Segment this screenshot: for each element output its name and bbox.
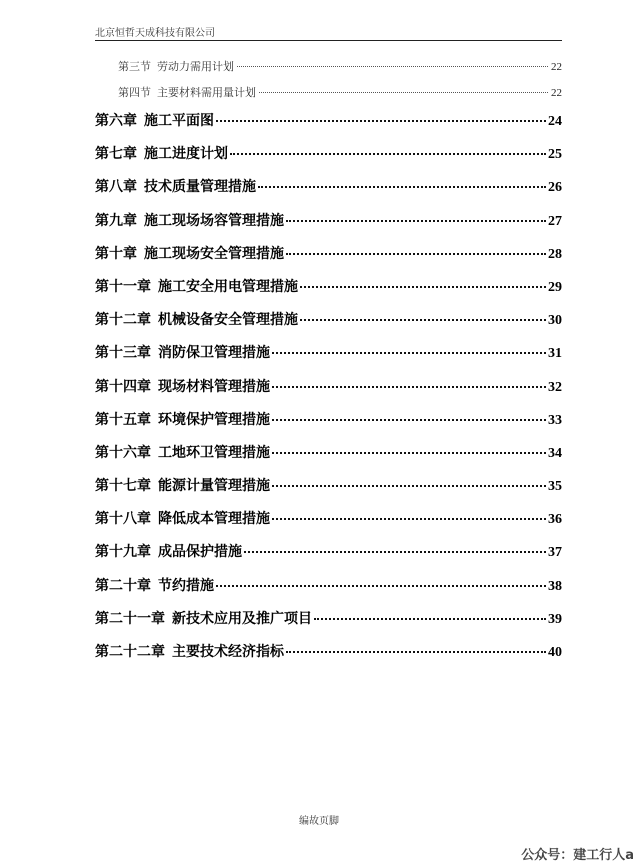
toc-section-entry[interactable] (95, 58, 562, 84)
toc-chapter-entry-title: 新技术应用及推广项目 (172, 610, 312, 627)
toc-chapter-entry-title: 工地环卫管理措施 (158, 444, 270, 461)
toc-chapter-entry-page-number: 28 (548, 246, 562, 262)
toc-chapter-entry[interactable] (95, 475, 562, 508)
toc-section-entry-title: 劳动力需用计划 (157, 60, 234, 73)
toc-chapter-entry-title: 主要技术经济指标 (172, 644, 284, 660)
toc-chapter-entry-page-number: 27 (548, 213, 562, 229)
toc-chapter-entry[interactable] (95, 110, 562, 143)
toc-section-entry-number: 第四节 (118, 86, 151, 99)
toc-chapter-entry-page-number: 34 (548, 445, 562, 461)
toc-chapter-entry-page-number: 40 (548, 645, 562, 660)
dot-leader (272, 386, 546, 388)
toc-chapter-entry-page-number: 29 (548, 279, 562, 295)
dot-leader (237, 66, 548, 67)
dot-leader (286, 220, 546, 222)
toc-chapter-entry-page-number: 32 (548, 379, 562, 395)
toc-chapter-entry-title: 施工进度计划 (144, 146, 228, 163)
dot-leader (244, 551, 546, 553)
company-name: 北京恒哲天成科技有限公司 (95, 28, 215, 39)
toc-chapter-entry[interactable] (95, 309, 562, 342)
toc-chapter-entry-page-number: 31 (548, 346, 562, 362)
dot-leader (272, 485, 546, 487)
toc-chapter-entry-title: 现场材料管理措施 (158, 378, 270, 395)
dot-leader (272, 452, 546, 454)
toc-chapter-entry-page-number: 37 (548, 545, 562, 561)
toc-chapter-entry-page-number: 26 (548, 180, 562, 196)
toc-chapter-entry[interactable] (95, 641, 562, 674)
toc-chapter-entry-title: 成品保护措施 (158, 544, 242, 561)
toc-chapter-entry-page-number: 24 (548, 114, 562, 129)
page-header (95, 22, 562, 41)
toc-chapter-entry-title: 能源计量管理措施 (158, 478, 270, 495)
toc-section-entry[interactable] (95, 84, 562, 110)
dot-leader (286, 253, 546, 255)
toc-chapter-entry-title: 节约措施 (158, 577, 214, 594)
toc-chapter-entry-number: 第十章 (95, 245, 137, 262)
toc-chapter-entry[interactable] (95, 508, 562, 541)
toc-chapter-entry-page-number: 39 (548, 611, 562, 627)
toc-chapter-entry-number: 第二十一章 (95, 610, 165, 627)
toc-chapter-entry-page-number: 36 (548, 512, 562, 528)
toc-chapter-entry-number: 第十四章 (95, 378, 151, 395)
toc-chapter-entry-number: 第十七章 (95, 478, 151, 495)
toc-chapter-entry[interactable] (95, 442, 562, 475)
toc-chapter-entry[interactable] (95, 143, 562, 176)
toc-chapter-entry-title: 机械设备安全管理措施 (158, 312, 298, 329)
dot-leader (230, 153, 546, 155)
toc-chapter-entry[interactable] (95, 575, 562, 608)
toc-section-entry-title: 主要材料需用量计划 (157, 86, 256, 99)
dot-leader (272, 518, 546, 520)
table-of-contents (95, 58, 562, 674)
toc-chapter-entry-number: 第十六章 (95, 444, 151, 461)
toc-chapter-entry[interactable] (95, 409, 562, 442)
toc-chapter-entry-number: 第十三章 (95, 345, 151, 362)
dot-leader (314, 618, 546, 620)
dot-leader (300, 286, 546, 288)
toc-chapter-entry[interactable] (95, 243, 562, 276)
dot-leader (216, 585, 546, 587)
toc-chapter-entry-number: 第二十二章 (95, 644, 165, 660)
toc-chapter-entry[interactable] (95, 210, 562, 243)
toc-chapter-entry-title: 施工现场场容管理措施 (144, 212, 284, 229)
dot-leader (216, 120, 546, 122)
toc-chapter-entry-number: 第七章 (95, 146, 137, 163)
toc-chapter-entry-number: 第十五章 (95, 411, 151, 428)
toc-chapter-entry-title: 技术质量管理措施 (144, 179, 256, 196)
toc-chapter-entry-page-number: 35 (548, 479, 562, 495)
dot-leader (258, 186, 546, 188)
toc-chapters (95, 110, 562, 674)
toc-chapter-entry-page-number: 30 (548, 313, 562, 329)
toc-chapter-entry-page-number: 25 (548, 147, 562, 163)
toc-chapter-entry-title: 降低成本管理措施 (158, 511, 270, 528)
dot-leader (259, 92, 548, 93)
toc-chapter-entry[interactable] (95, 276, 562, 309)
page-footer: 编故页脚 (299, 816, 339, 827)
dot-leader (286, 651, 546, 653)
toc-chapter-entry-title: 施工现场安全管理措施 (144, 245, 284, 262)
toc-chapter-entry-page-number: 33 (548, 412, 562, 428)
toc-chapter-entry-title: 环境保护管理措施 (158, 411, 270, 428)
toc-section-entry-page-number: 22 (551, 61, 562, 73)
toc-chapter-entry-number: 第九章 (95, 212, 137, 229)
dot-leader (272, 419, 546, 421)
toc-section-entry-number: 第三节 (118, 60, 151, 73)
toc-chapter-entry-number: 第二十章 (95, 577, 151, 594)
toc-chapter-entry-number: 第十二章 (95, 312, 151, 329)
toc-chapter-entry-number: 第六章 (95, 113, 137, 129)
toc-chapter-entry-title: 消防保卫管理措施 (158, 345, 270, 362)
toc-chapter-entry-title: 施工平面图 (144, 113, 214, 129)
watermark: 公众号：建工行人a (521, 848, 634, 863)
toc-chapter-entry-number: 第十一章 (95, 278, 151, 295)
toc-chapter-entry-number: 第八章 (95, 179, 137, 196)
toc-sections (95, 58, 562, 110)
toc-chapter-entry-number: 第十八章 (95, 511, 151, 528)
toc-chapter-entry[interactable] (95, 176, 562, 209)
toc-chapter-entry[interactable] (95, 608, 562, 641)
dot-leader (272, 352, 546, 354)
toc-chapter-entry[interactable] (95, 342, 562, 375)
dot-leader (300, 319, 546, 321)
toc-chapter-entry-title: 施工安全用电管理措施 (158, 278, 298, 295)
toc-section-entry-page-number: 22 (551, 87, 562, 99)
toc-chapter-entry-page-number: 38 (548, 578, 562, 594)
toc-chapter-entry[interactable] (95, 376, 562, 409)
toc-chapter-entry[interactable] (95, 541, 562, 574)
toc-chapter-entry-number: 第十九章 (95, 544, 151, 561)
